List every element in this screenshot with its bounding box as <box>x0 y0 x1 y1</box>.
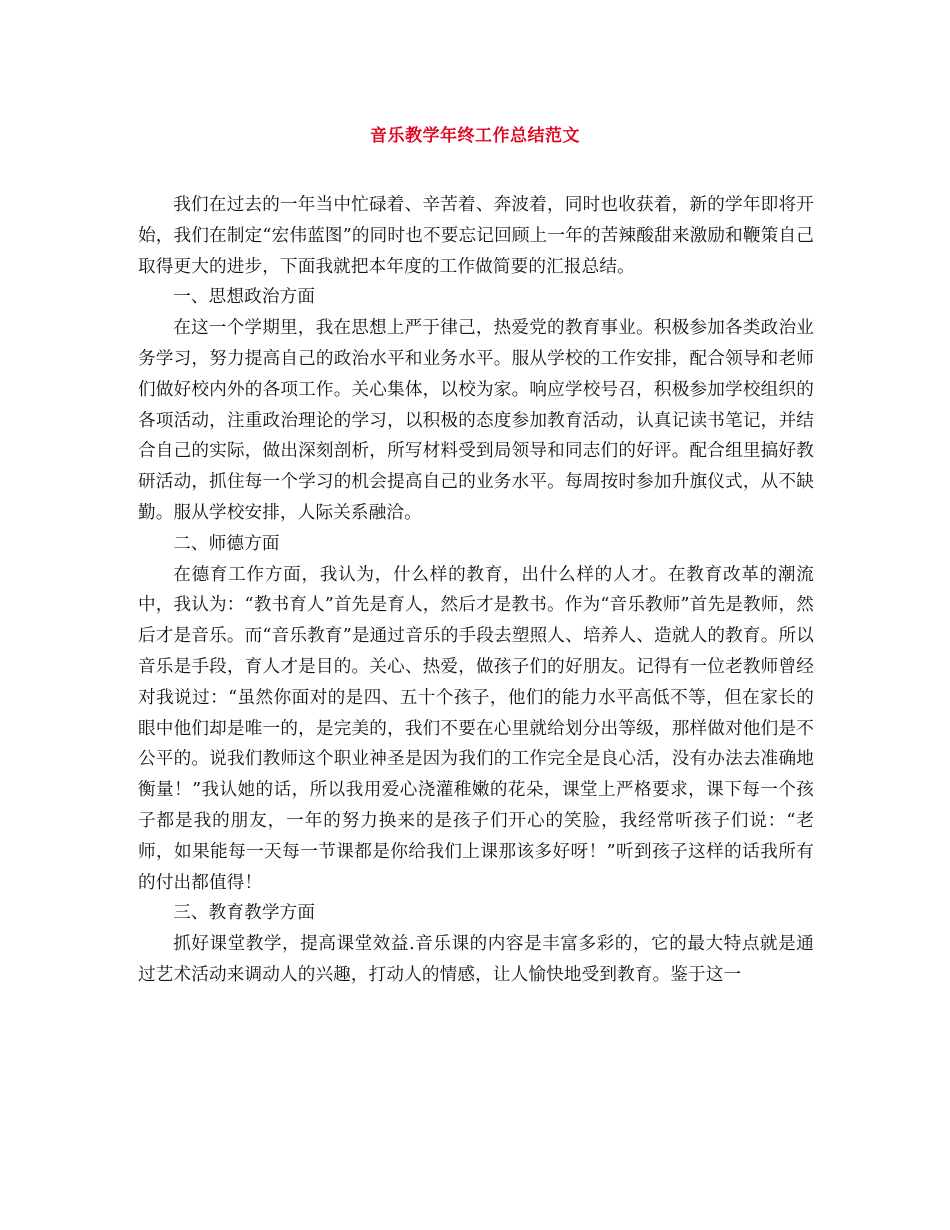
document-title: 音乐教学年终工作总结范文 <box>370 126 580 146</box>
intro-paragraph: 我们在过去的一年当中忙碌着、辛苦着、奔波着，同时也收获着，新的学年即将开始，我们在制定“宏伟蓝图”的同时也不要忘记回顾上一年的苦辣酸甜来激励和鞭策自己取得更大的进步，下面我就把本年度的工作做简要的汇报总结。 <box>138 195 814 277</box>
section-heading-political: 一、思想政治方面 <box>173 287 316 308</box>
document-body <box>138 190 814 991</box>
section-heading-teaching: 三、教育教学方面 <box>173 903 316 924</box>
ethics-paragraph: 在德育工作方面，我认为，什么样的教育，出什么样的人才。在教育改革的潮流中，我认为：“教书育人”首先是育人，然后才是教书。作为“音乐教师”首先是教师，然后才是音乐。而“音乐教育”是通过音乐的手段去塑照人、培养人、造就人的教育。所以音乐是手段，育人才是目的。关心、热爱，做孩子们的好朋友。记得有一位老教师曾经对我说过：“虽然你面对的是四、五十个孩子，他们的能力水平高低不等，但在家长的眼中他们却是唯一的，是完美的，我们不要在心里就给划分出等级，那样做对他们是不公平的。说我们教师这个职业神圣是因为我们的工作完全是良心活，没有办法去准确地衡量！”我认她的话，所以我用爱心浇灌稚嫩的花朵，课堂上严格要求，课下每一个孩子都是我的朋友，一年的努力换来的是孩子们开心的笑脸，我经常听孩子们说：“老师，如果能每一天每一节课都是你给我们上课那该多好呀！”听到孩子这样的话我所有的付出都值得！ <box>138 564 814 893</box>
teaching-paragraph: 抓好课堂教学，提高课堂效益.音乐课的内容是丰富多彩的，它的最大特点就是通过艺术活动来调动人的兴趣，打动人的情感，让人愉快地受到教育。鉴于这一 <box>138 934 814 985</box>
section-heading-ethics: 二、师德方面 <box>173 533 280 554</box>
political-paragraph: 在这一个学期里，我在思想上严于律己，热爱党的教育事业。积极参加各类政治业务学习，努力提高自己的政治水平和业务水平。服从学校的工作安排，配合领导和老师们做好校内外的各项工作。关心集体，以校为家。响应学校号召，积极参加学校组织的各项活动，注重政治理论的学习，以积极的态度参加教育活动，认真记读书笔记，并结合自己的实际，做出深刻剖析，所写材料受到局领导和同志们的好评。配合组里搞好教研活动，抓住每一个学习的机会提高自己的业务水平。每周按时参加升旗仪式，从不缺勤。服从学校安排，人际关系融洽。 <box>138 318 814 523</box>
